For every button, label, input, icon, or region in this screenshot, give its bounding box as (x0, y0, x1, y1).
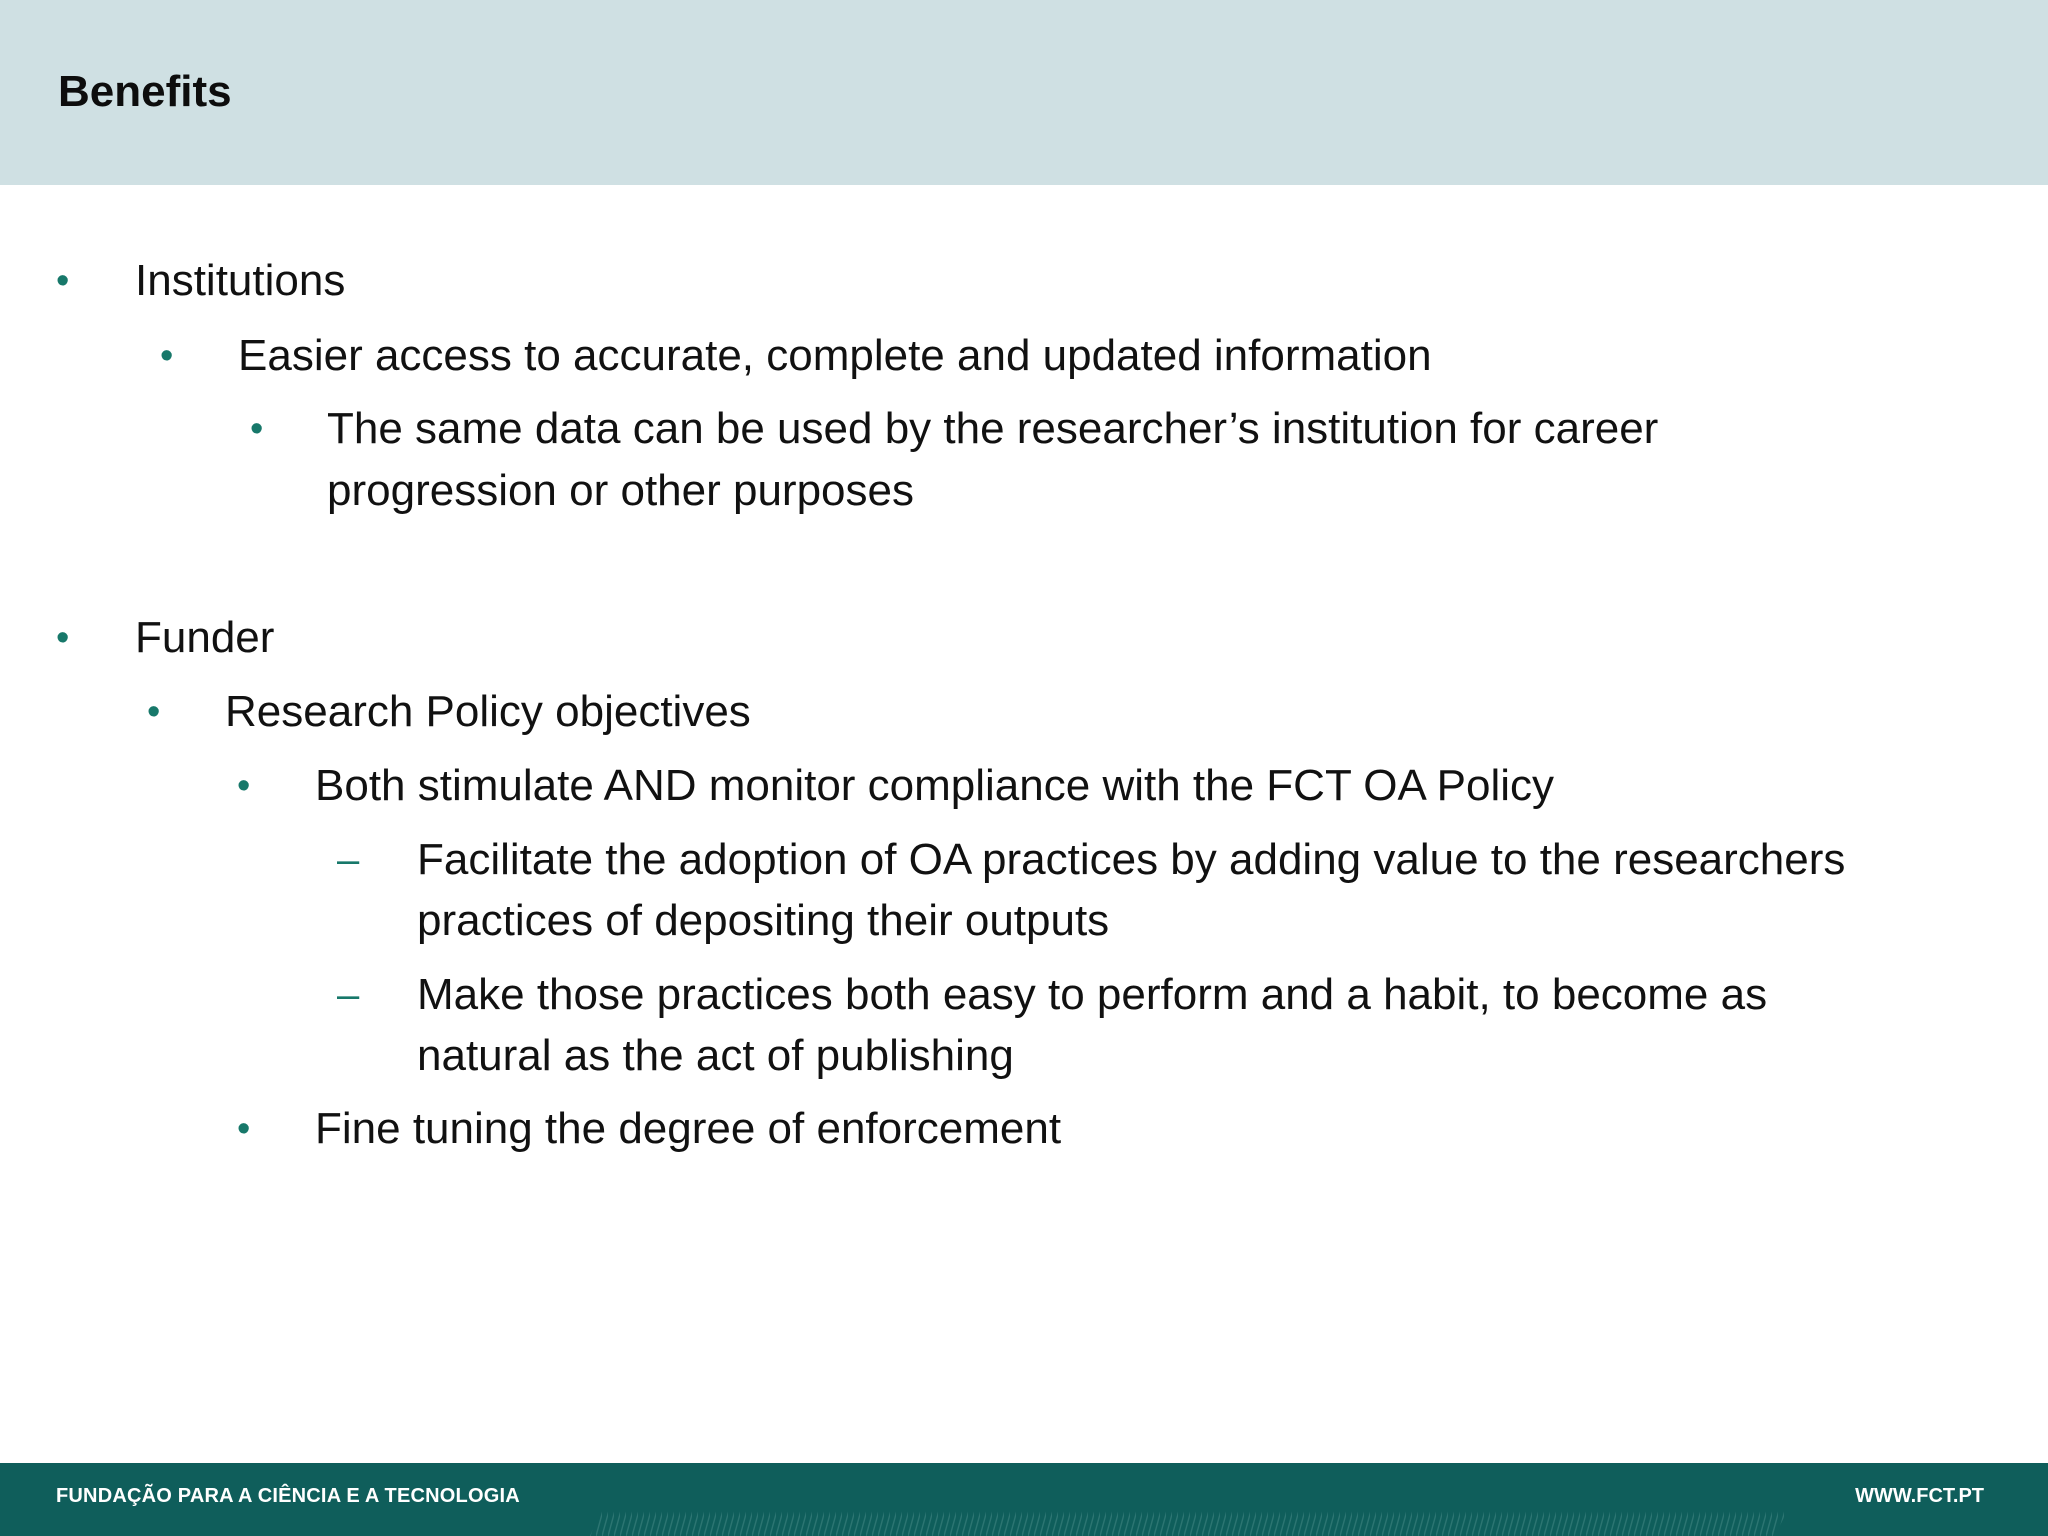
list-item: Research Policy objectives (225, 687, 751, 736)
list-item-line: progression or other purposes (327, 466, 914, 515)
list-item: Both stimulate AND monitor compliance with the FCT OA Policy (315, 761, 1555, 810)
section-institutions: Institutions (135, 256, 346, 305)
bullet-icon: • (147, 691, 161, 733)
footer-stripe-pattern (560, 1463, 1810, 1536)
list-item-line: practices of depositing their outputs (417, 896, 1110, 945)
list-item-line: natural as the act of publishing (417, 1031, 1014, 1080)
list-item: Easier access to accurate, complete and updated information (238, 331, 1432, 380)
list-item: Fine tuning the degree of enforcement (315, 1104, 1062, 1153)
bullet-icon: • (250, 408, 264, 450)
dash-icon: – (337, 838, 360, 882)
bullet-icon: • (56, 617, 70, 659)
footer-organization-name: FUNDAÇÃO PARA A CIÊNCIA E A TECNOLOGIA (56, 1485, 520, 1507)
footer-bar (0, 1463, 2048, 1536)
footer-website[interactable]: WWW.FCT.PT (1855, 1485, 1984, 1507)
list-item-line: Facilitate the adoption of OA practices by adding value to the researchers (417, 835, 1846, 884)
slide-title: Benefits (58, 67, 232, 116)
list-item-line: The same data can be used by the researcher’s institution for career (327, 404, 1659, 453)
list-item-line: Make those practices both easy to perform and a habit, to become as (417, 970, 1768, 1019)
bullet-icon: • (56, 260, 70, 302)
section-funder: Funder (135, 613, 275, 662)
bullet-icon: • (237, 765, 251, 807)
bullet-icon: • (237, 1108, 251, 1150)
dash-icon: – (337, 973, 360, 1017)
bullet-icon: • (160, 335, 174, 377)
